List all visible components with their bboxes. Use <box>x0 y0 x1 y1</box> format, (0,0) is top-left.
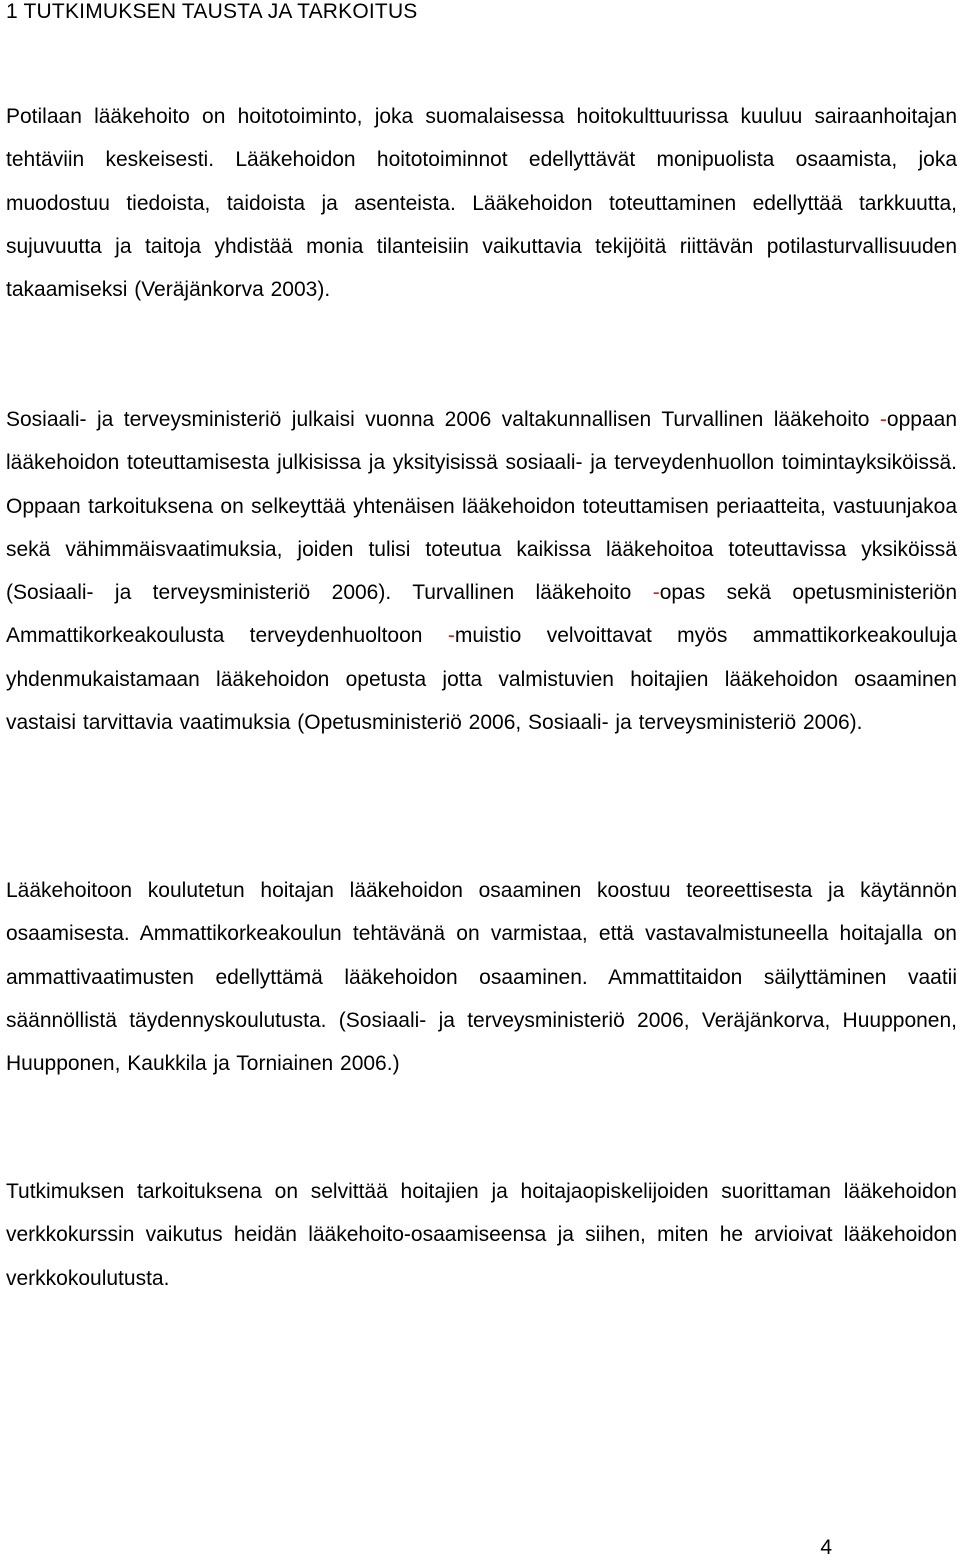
paragraph-study-purpose: Tutkimuksen tarkoituksena on selvittää hoitajien ja hoitajaopiskelijoiden suorittaman lääkehoidon verkkokurssin vaikutus heidän lääkehoito-osaamiseensa ja siihen, miten he arvioivat lääkehoidon verkkokoulutusta. <box>6 1180 957 1290</box>
document-page <box>6 0 957 1559</box>
red-dash-mark: - <box>652 581 660 605</box>
paragraph-background: Potilaan lääkehoito on hoitotoiminto, joka suomalaisessa hoitokulttuurissa kuuluu sairaanhoitajan tehtäviin keskeisesti. Lääkehoidon hoitotoiminnot edellyttävät monipuolista osaamista, joka muodostuu tiedoista, taidoista ja asenteista. Lääkehoidon toteuttaminen edellyttää tarkkuutta, sujuvuutta ja taitoja yhdistää monia tilanteisiin vaikuttavia tekijöitä riittävän potilasturvallisuuden takaamiseksi (Veräjänkorva 2003). <box>6 105 957 302</box>
paragraph-text-segment: opas sekä opetusministeriön Ammattikorkeakoulusta terveydenhuoltoon <box>6 581 957 648</box>
paragraph-text-segment: Sosiaali- ja terveysministeriö julkaisi vuonna 2006 valtakunnallisen Turvallinen lääkehoito <box>6 408 880 431</box>
page-number: 4 <box>820 1536 832 1559</box>
paragraph-ministry-guide <box>6 398 957 744</box>
section-heading: 1 TUTKIMUKSEN TAUSTA JA TARKOITUS <box>6 0 418 23</box>
paragraph-text-segment: oppaan lääkehoidon toteuttamisesta julkisissa ja yksityisissä sosiaali- ja terveydenhuollon toimintayksiköissä. Oppaan tarkoituksena on selkeyttää yhtenäisen lääkehoidon toteuttamisen periaatteita, vastuunjakoa sekä vähimmäisvaatimuksia, joiden tulisi toteutua kaikissa lääkehoitoa toteuttavissa yksiköissä (Sosiaali- ja terveysministeriö 2006). Turvallinen lääkehoito <box>6 408 957 605</box>
red-dash-mark: - <box>447 624 455 648</box>
paragraph-text-segment: muistio velvoittavat myös ammattikorkeakouluja yhdenmukaistamaan lääkehoidon opetusta jotta valmistuvien hoitajien lääkehoidon osaaminen vastaisi tarvittavia vaatimuksia (Opetusministeriö 2006, Sosiaali- ja terveysministeriö 2006). <box>6 624 957 735</box>
paragraph-nurse-competence: Lääkehoitoon koulutetun hoitajan lääkehoidon osaaminen koostuu teoreettisesta ja käytännön osaamisesta. Ammattikorkeakoulun tehtävänä on varmistaa, että vastavalmistuneella hoitajalla on ammattivaatimusten edellyttämä lääkehoidon osaaminen. Ammattitaidon säilyttäminen vaatii säännöllistä täydennyskoulutusta. (Sosiaali- ja terveysministeriö 2006, Veräjänkorva, Huupponen, Huupponen, Kaukkila ja Torniainen 2006.) <box>6 879 957 1076</box>
red-dash-mark: - <box>879 408 887 431</box>
